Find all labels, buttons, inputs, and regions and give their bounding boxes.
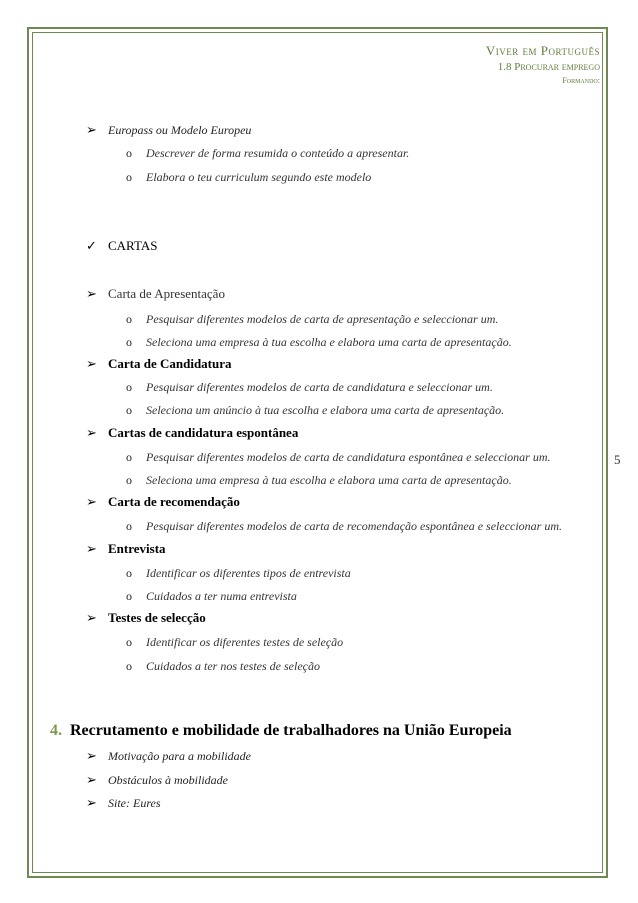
sub-item (126, 167, 371, 187)
circle-bullet-icon: o (126, 379, 132, 394)
arrow-bullet-icon: ➢ (86, 772, 97, 787)
circle-bullet-icon: o (126, 311, 132, 326)
list-item-label: Testes de selecção (108, 610, 206, 625)
arrow-bullet-icon: ➢ (86, 122, 97, 137)
list-item (86, 539, 166, 559)
header-formando: Formando: (562, 76, 600, 86)
circle-bullet-icon: o (126, 565, 132, 580)
sub-item-text: Pesquisar diferentes modelos de carta de candidatura e seleccionar um. (146, 379, 493, 394)
circle-bullet-icon: o (126, 518, 132, 533)
sub-item (126, 400, 504, 420)
sub-item (126, 309, 498, 329)
sub-item-text: Pesquisar diferentes modelos de carta de apresentação e seleccionar um. (146, 311, 499, 326)
list-item-label: Motivação para a mobilidade (108, 748, 251, 763)
header-subtitle: 1.8 Procurar emprego (497, 60, 600, 73)
sub-item (126, 377, 493, 397)
list-item (86, 746, 251, 766)
list-item-label: Europass ou Modelo Europeu (108, 122, 252, 137)
sub-item-text: Pesquisar diferentes modelos de carta de recomendação espontânea e seleccionar um. (146, 518, 563, 533)
list-item-label: Obstáculos à mobilidade (108, 772, 228, 787)
list-item-label: Carta de Candidatura (108, 356, 232, 371)
circle-bullet-icon: o (126, 145, 132, 160)
arrow-bullet-icon: ➢ (86, 356, 97, 371)
list-item (86, 608, 206, 628)
arrow-bullet-icon: ➢ (86, 795, 97, 810)
page-number: 5 (614, 452, 621, 467)
sub-item-text: Cuidados a ter nos testes de seleção (146, 658, 320, 673)
circle-bullet-icon: o (126, 658, 132, 673)
list-item-label: Cartas de candidatura espontânea (108, 425, 299, 440)
section-heading (50, 720, 512, 742)
arrow-bullet-icon: ➢ (86, 425, 97, 440)
section-number: 4. (50, 722, 62, 739)
sub-item-text: Cuidados a ter numa entrevista (146, 588, 297, 603)
arrow-bullet-icon: ➢ (86, 541, 97, 556)
sub-item-text: Pesquisar diferentes modelos de carta de candidatura espontânea e seleccionar um. (146, 449, 551, 464)
sub-item (126, 656, 320, 676)
sub-item (126, 516, 562, 536)
circle-bullet-icon: o (126, 449, 132, 464)
checkmark-icon: ✓ (86, 238, 97, 253)
list-item (86, 793, 161, 813)
list-item-label: Site: Eures (108, 795, 161, 810)
sub-item-text: Seleciona uma empresa à tua escolha e elabora uma carta de apresentação. (146, 334, 512, 349)
arrow-bullet-icon: ➢ (86, 494, 97, 509)
circle-bullet-icon: o (126, 472, 132, 487)
sub-item (126, 586, 297, 606)
list-item (86, 354, 232, 374)
header-title: Viver em Português (485, 43, 600, 58)
circle-bullet-icon: o (126, 334, 132, 349)
circle-bullet-icon: o (126, 634, 132, 649)
sub-item-text: Identificar os diferentes testes de seleção (146, 634, 344, 649)
circle-bullet-icon: o (126, 588, 132, 603)
sub-item-text: Seleciona um anúncio à tua escolha e elabora uma carta de apresentação. (146, 402, 505, 417)
arrow-bullet-icon: ➢ (86, 286, 97, 301)
circle-bullet-icon: o (126, 169, 132, 184)
sub-item-text: Identificar os diferentes tipos de entrevista (146, 565, 351, 580)
list-item (86, 423, 298, 443)
list-item-label: Carta de Apresentação (108, 286, 225, 301)
list-item (86, 770, 228, 790)
list-item (86, 284, 225, 304)
page-header (486, 44, 600, 86)
sub-item (126, 632, 343, 652)
sub-item (126, 563, 351, 583)
sub-item-text: Elabora o teu curriculum segundo este modelo (146, 169, 372, 184)
list-item-europass (86, 120, 251, 140)
list-item (86, 492, 240, 512)
cartas-heading (86, 236, 157, 256)
sub-item-text: Seleciona uma empresa à tua escolha e elabora uma carta de apresentação. (146, 472, 512, 487)
section-title: Recrutamento e mobilidade de trabalhadores na União Europeia (70, 722, 512, 739)
sub-item (126, 470, 512, 490)
arrow-bullet-icon: ➢ (86, 748, 97, 763)
arrow-bullet-icon: ➢ (86, 610, 97, 625)
sub-item (126, 332, 512, 352)
cartas-label: CARTAS (108, 238, 158, 253)
sub-item (126, 143, 409, 163)
list-item-label: Carta de recomendação (108, 494, 240, 509)
sub-item-text: Descrever de forma resumida o conteúdo a apresentar. (146, 145, 410, 160)
sub-item (126, 447, 550, 467)
list-item-label: Entrevista (108, 541, 166, 556)
circle-bullet-icon: o (126, 402, 132, 417)
